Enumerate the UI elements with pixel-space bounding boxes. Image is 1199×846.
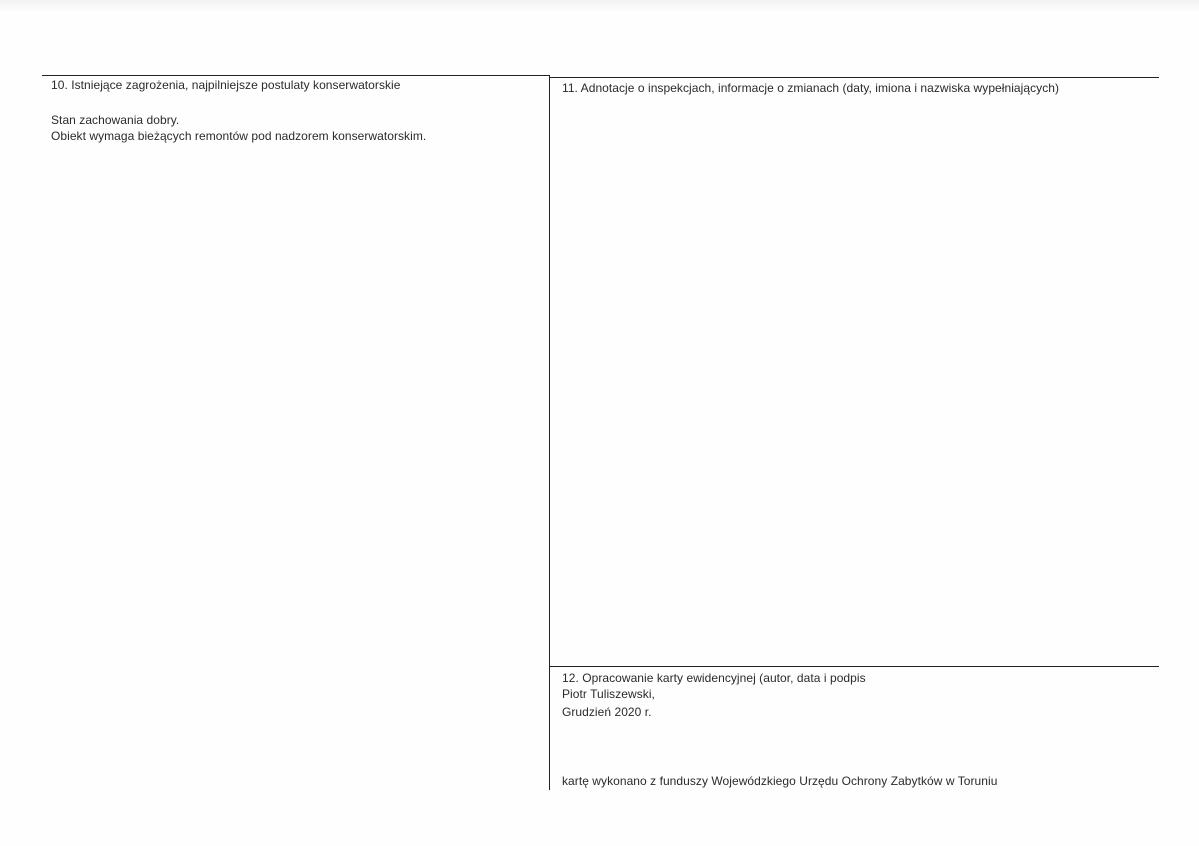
- section10-heading: 10. Istniejące zagrożenia, najpilniejsze postulaty konserwatorskie: [51, 78, 401, 92]
- section12-top-rule: [550, 666, 1159, 667]
- section10-top-rule: [42, 75, 549, 76]
- column-divider: [549, 75, 550, 790]
- section11-top-rule: [550, 77, 1159, 78]
- section10-condition-text: Stan zachowania dobry.: [51, 113, 180, 127]
- section11-heading: 11. Adnotacje o inspekcjach, informacje o zmianach (daty, imiona i nazwiska wypełniających): [562, 81, 1060, 95]
- section12-funding-note: kartę wykonano z funduszy Wojewódzkiego Urzędu Ochrony Zabytków w Toruniu: [562, 774, 998, 788]
- section12-author: Piotr Tuliszewski,: [562, 687, 655, 701]
- section12-date: Grudzień 2020 r.: [562, 705, 652, 719]
- scan-edge-shadow: [0, 0, 1199, 12]
- section12-heading: 12. Opracowanie karty ewidencyjnej (autor, data i podpis: [562, 671, 866, 685]
- section10-repair-text: Obiekt wymaga bieżących remontów pod nadzorem konserwatorskim.: [51, 129, 427, 143]
